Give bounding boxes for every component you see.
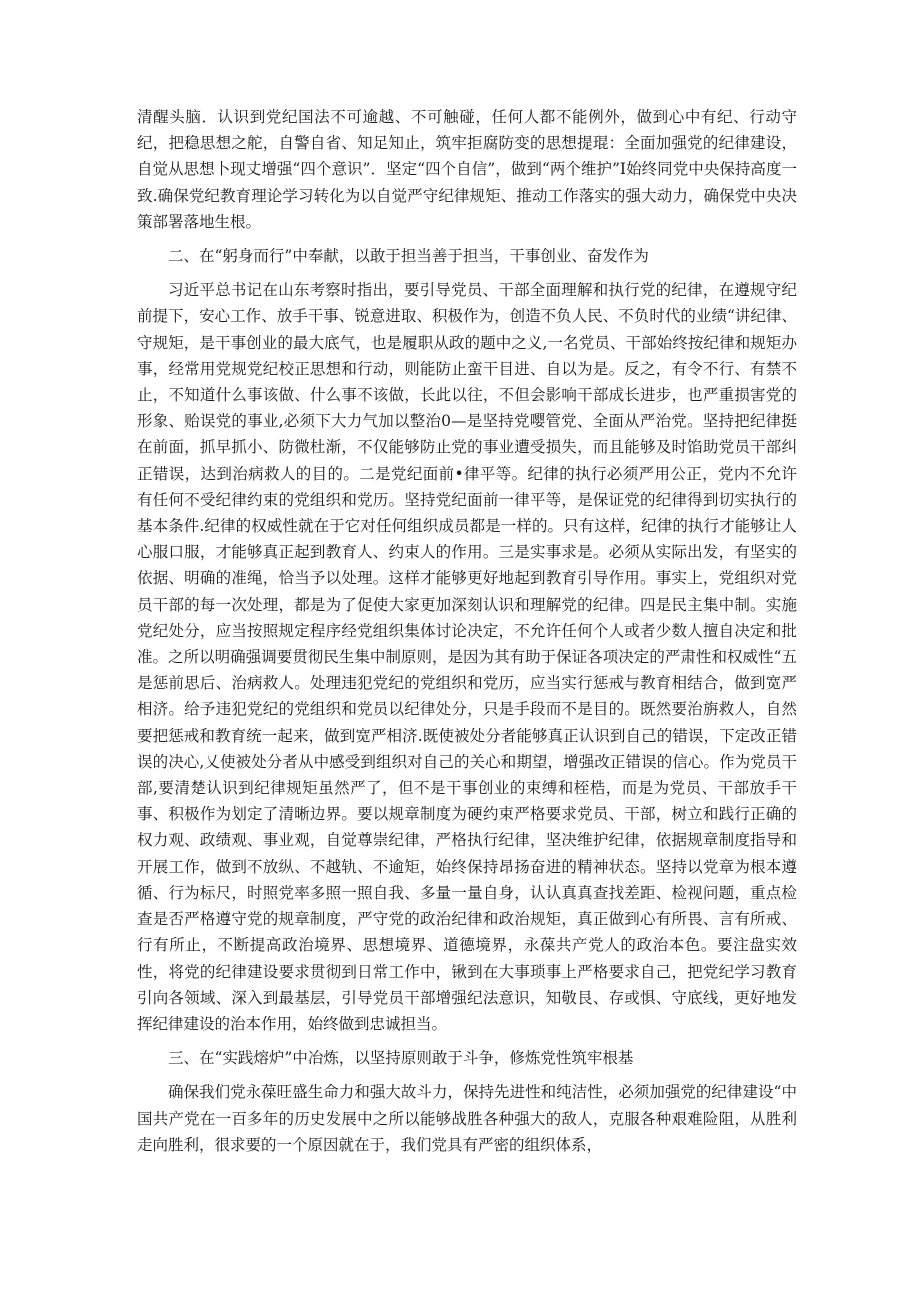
section-heading-3: 三、在“实践熔炉”中冶炼，以坚持原则敢于斗争，修炼党性筑牢根基 xyxy=(168,1049,634,1068)
paragraph-1: 清醒头脑．认识到党纪国法不可逾越、不可触碰，任何人都不能例外，做到心中有纪、行动守纪，把稳思想之舵，自警自省、知足知止，筑牢拒腐防变的思想提琨：全面加强党的纪律建设，自觉从思想卜现丈增强“四个意识”．坚定“四个自信”，做到“两个维护”I始终同党中央保持高度一致.确保党纪教育理论学习转化为以自觉严守纪律规矩、推动工作落实的强大动力，确保党中央决策部署落地生根。 xyxy=(137,108,797,231)
document-body xyxy=(137,104,797,1158)
paragraph-2: 习近平总书记在山东考察时指出，要引导党员、干部全面理解和执行党的纪律，在遵规守纪前提下，安心工作、放手干事、锐意进取、积极作为，创造不负人民、不负时代的业绩“讲纪律、守规矩，是干事创业的最大底气，也是履职从政的题中之义,一名党员、干部始终按纪律和规矩办事，经常用党规党纪校正思想和行动，则能防止蛮干目进、自以为是。反之，有令不行、有禁不止，不知道什么事该做、什么事不该做，长此以往，不但会影响干部成长进步，也严重损害党的形象、贻误党的事业,必须下大力气加以整治0—是坚持党嘤管党、全面从严治党。坚持把纪律挺在前面，抓早抓小、防微杜渐，不仅能够防止党的事业遭受损失，而且能够及时馅助党员干部纠正错误，达到治病救人的目的。二是党纪面前•律平等。纪律的执行必须严用公正，党内不允许有任何不受纪律约束的党组织和党历。坚持党纪面前一律平等，是保证党的纪律得到切实执行的基本条件.纪律的权威性就在于它对任何组织成员都是一样的。只有这样，纪律的执行才能够让人心服口服，才能够真正起到教育人、约束人的作用。三是实事求是。必须从实际出发，有坚实的依据、明确的准绳，恰当予以处理。这样才能够更好地起到教育引导作用。事实上，党组织对党员干部的每一次处理，都是为了促使大家更加深刻认识和理解党的纪律。四是民主集中制。实施党纪处分，应当按照规定程序经党组织集体讨论决定，不允许任何个人或者少数人擅自决定和批准。之所以明确强调要贯彻民生集中制原则，是因为其有助于保证各项决定的严肃性和权威性“五是惩前思后、治病救人。处理违犯党纪的党组织和党历，应当实行惩戒与教育相结合，做到宽严相济。给予违犯党纪的党组织和党员以纪律处分，只是手段而不是目的。既然要治旃救人，自然要把惩戒和教育统一起来，做到宽严相济.既使被处分者能够真正认识到自己的错误，下定改正错误的决心,乂使被处分者从中感受到组织对自己的关心和期望，增强改正错误的信心。作为党员干部,要清楚认识到纪律规矩虽然严了，但不是干事创业的束缚和桎梏，而是为党员、干部放手干事、积极作为划定了清晰边界。要以规章制度为硬约束严格要求党员、干部，树立和践行正确的权力观、政绩观、事业观，自觉尊崇纪律，严格执行纪律，坚决维护纪律，依据规章制度指导和开展工作，做到不放纵、不越轨、不逾矩，始终保持昂扬奋进的精神状态。坚持以党章为根本遵循、行为标尺，时照党率多照一照自我、多量一量自身，认认真真查找差距、检视问题，重点检查是否严格遵守党的规章制度，严守党的政治纪律和政治规矩，真正做到心有所畏、言有所戒、行有所止，不断提高政治境界、思想境界、道德境界，永葆共产党人的政治本色。要注盘实效性，将党的纪律建设要求贯彻到日常工作中，锹到在大事琐事上严格要求自己，把党纪学习教育引向各领域、深入到最基层，引导党员干部增强纪法意识，知敬艮、存或惧、守底线，更好地发挥纪律建设的治本作用，始终做到忠诚担当。 xyxy=(137,281,797,1033)
section-heading-2: 二、在“躬身而行”中奉献，以敢于担当善于担当，干事创业、奋发作为 xyxy=(168,247,649,266)
paragraph-3: 确保我们党永葆旺盛生命力和强大故斗力，保持先进性和纯洁性，必须加强党的纪律建设“中国共产党在一百多年的历史发展中之所以能够战胜各种强大的敌人，克服各种艰难险阻，从胜利走向胜利，很求要的一个原因就在于，我们党具有严密的组织体系， xyxy=(137,1083,797,1154)
